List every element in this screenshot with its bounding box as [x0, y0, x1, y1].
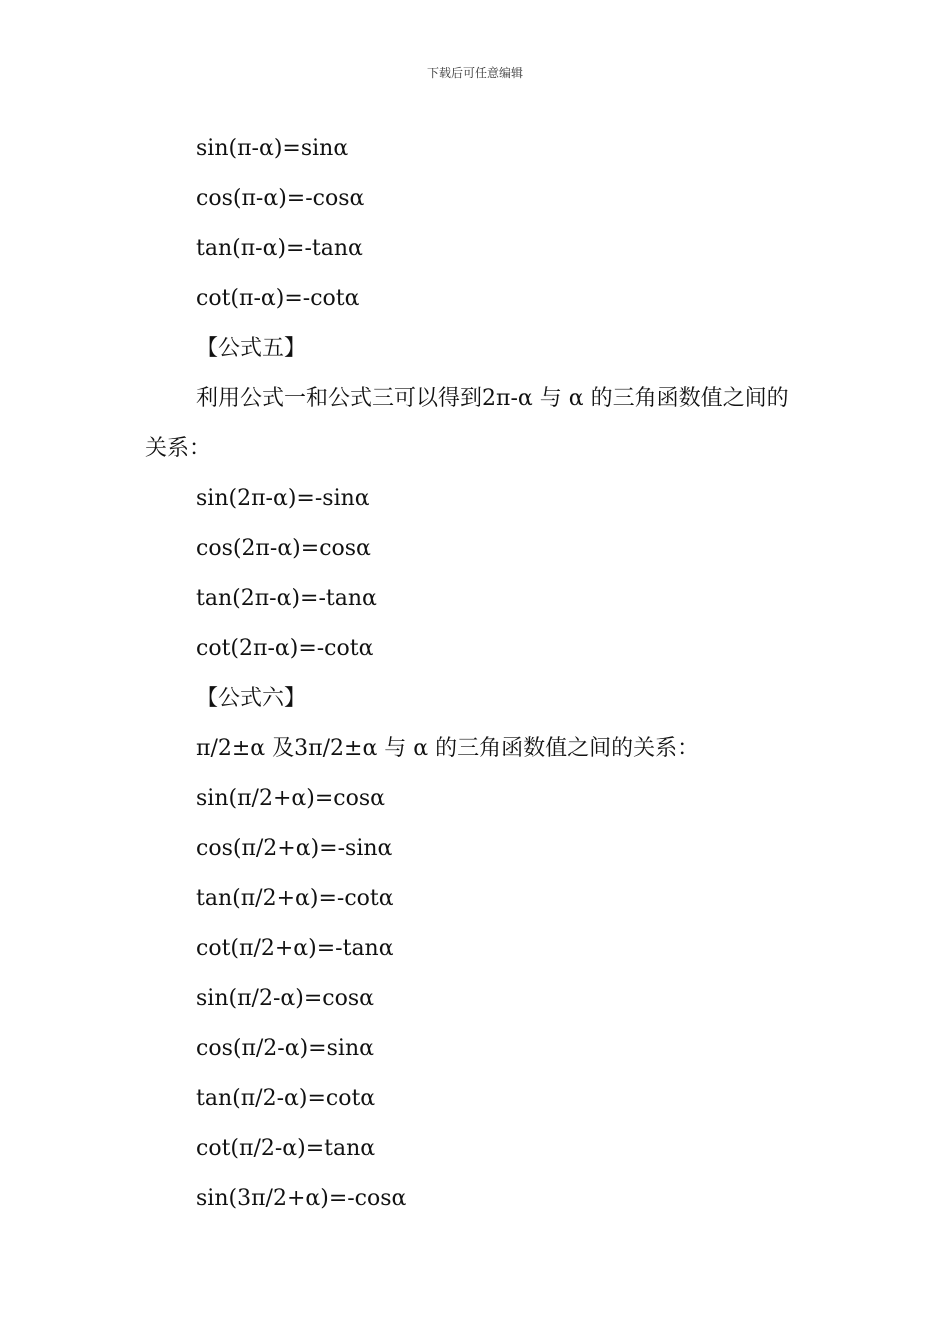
formula-line: sin(3π/2+α)=-cosα — [196, 1186, 407, 1211]
formula-line: cos(π/2+α)=-sinα — [196, 836, 393, 861]
section-heading: 【公式五】 — [196, 336, 307, 361]
formula-line: tan(π-α)=-tanα — [196, 236, 363, 261]
paragraph: 利用公式一和公式三可以得到2π-α 与 α 的三角函数值之间的关系： — [145, 386, 789, 461]
section-heading: 【公式六】 — [196, 686, 307, 711]
formula-line: sin(π/2+α)=cosα — [196, 786, 385, 811]
formula-line: sin(π-α)=sinα — [196, 136, 349, 161]
formula-line: tan(2π-α)=-tanα — [196, 586, 377, 611]
formula-line: sin(π/2-α)=cosα — [196, 986, 374, 1011]
formula-line: tan(π/2+α)=-cotα — [196, 886, 394, 911]
formula-line: cot(π-α)=-cotα — [196, 286, 360, 311]
formula-line: cot(π/2+α)=-tanα — [196, 936, 394, 961]
paragraph: π/2±α 及3π/2±α 与 α 的三角函数值之间的关系： — [196, 736, 700, 761]
formula-line: cos(2π-α)=cosα — [196, 536, 371, 561]
formula-line: sin(2π-α)=-sinα — [196, 486, 370, 511]
formula-line: tan(π/2-α)=cotα — [196, 1086, 376, 1111]
formula-line: cos(π/2-α)=sinα — [196, 1036, 374, 1061]
formula-line: cos(π-α)=-cosα — [196, 186, 365, 211]
page-header: 下载后可任意编辑 — [426, 66, 523, 80]
formula-line: cot(π/2-α)=tanα — [196, 1136, 376, 1161]
formula-line: cot(2π-α)=-cotα — [196, 636, 374, 661]
